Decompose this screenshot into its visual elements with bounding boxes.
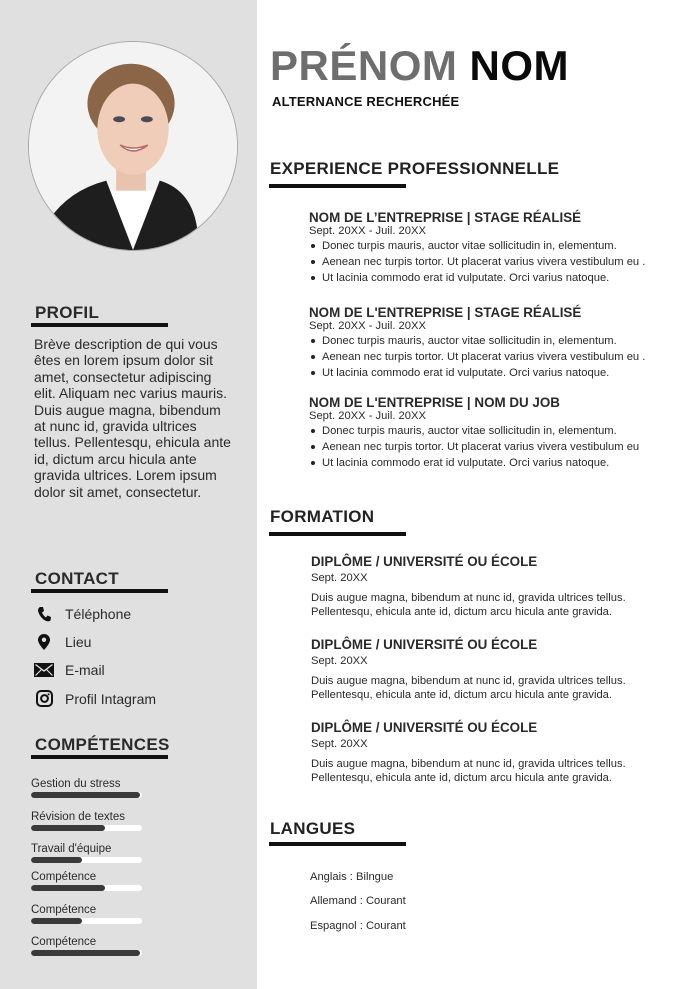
- skill-bar-fill: [31, 885, 105, 891]
- job-date: Sept. 20XX - Juil. 20XX: [309, 225, 426, 237]
- education-description: [311, 674, 691, 702]
- contact-item-location[interactable]: [34, 628, 156, 656]
- languages-heading-rule: [269, 842, 406, 846]
- skill-bar-fill: [31, 857, 82, 863]
- job-bullets: [309, 238, 689, 286]
- skill-bar-track: [31, 792, 142, 798]
- job-bullet: Ut lacinia commodo erat id vulputate. Orci varius natoque.: [309, 455, 689, 471]
- first-name: PRÉNOM: [270, 42, 458, 89]
- job-title: NOM DE L'ENTREPRISE | NOM DU JOB: [309, 395, 560, 410]
- envelope-icon: [34, 661, 54, 679]
- job-entry: [309, 210, 689, 286]
- job-bullet: Donec turpis mauris, auctor vitae sollicitudin in, elementum.: [309, 238, 689, 254]
- education-entry: [311, 637, 691, 702]
- contact-list: [34, 600, 156, 713]
- contact-item-email[interactable]: [34, 656, 156, 684]
- skills-list: [31, 778, 143, 969]
- profile-heading-rule: [31, 323, 168, 327]
- education-title: DIPLÔME / UNIVERSITÉ OU ÉCOLE: [311, 554, 538, 569]
- location-pin-icon: [34, 633, 54, 651]
- skill-label: Compétence: [31, 903, 97, 916]
- contact-phone-label: Téléphone: [65, 606, 132, 623]
- skill-bar-track: [31, 918, 142, 924]
- education-description-line: Duis augue magna, bibendum at nunc id, gravida ultrices tellus.: [311, 592, 626, 604]
- experience-heading: EXPERIENCE PROFESSIONNELLE: [270, 159, 560, 178]
- full-name: [270, 42, 569, 90]
- skill-label: Travail d'équipe: [31, 843, 112, 855]
- job-bullet: Ut lacinia commodo erat id vulputate. Orci varius natoque.: [309, 365, 689, 381]
- skill-bar-fill: [31, 918, 82, 924]
- education-title: DIPLÔME / UNIVERSITÉ OU ÉCOLE: [311, 720, 538, 735]
- contact-item-instagram[interactable]: [34, 685, 156, 713]
- skill-bar-track: [31, 950, 142, 956]
- skill-bar-track: [31, 825, 142, 831]
- last-name: NOM: [469, 42, 570, 89]
- job-date: Sept. 20XX - Juil. 20XX: [309, 320, 426, 332]
- education-entry: [311, 554, 691, 619]
- skill-bar-fill: [31, 825, 105, 831]
- profile-description: Brève description de qui vous êtes en lorem ipsum dolor sit amet, consectetur adipiscing elit. Aliquam nec varius mauris. Duis augue magna, bibendum at nunc id, gravida ultrices tellus. Pellentesqu, ehicula ante id, dictum arcu hicula ante gravida ultrices. Lorem ipsum dolor sit amet, consectetur.: [34, 336, 231, 500]
- education-description-line: Duis augue magna, bibendum at nunc id, gravida ultrices tellus.: [311, 758, 626, 770]
- skill-label: Compétence: [31, 936, 97, 948]
- profile-photo: [28, 41, 238, 251]
- education-heading: FORMATION: [270, 507, 375, 526]
- job-bullet: Aenean nec turpis tortor. Ut placerat varius vivera vestibulum eu .: [309, 349, 689, 365]
- job-entry: [309, 305, 689, 381]
- job-entry: [309, 395, 689, 471]
- skill-bar-fill: [31, 950, 140, 956]
- skill-item: [31, 936, 143, 969]
- contact-heading-rule: [31, 589, 168, 593]
- education-heading-rule: [269, 532, 406, 536]
- contact-item-phone[interactable]: [34, 600, 156, 628]
- contact-email-label: E-mail: [65, 662, 105, 679]
- languages-heading: LANGUES: [270, 819, 356, 838]
- education-description-line: Duis augue magna, bibendum at nunc id, gravida ultrices tellus.: [311, 675, 626, 687]
- contact-location-label: Lieu: [65, 634, 92, 651]
- job-bullets: [309, 423, 689, 471]
- job-bullet: Ut lacinia commodo erat id vulputate. Orci varius natoque.: [309, 270, 689, 286]
- job-bullet: Aenean nec turpis tortor. Ut placerat varius vivera vestibulum eu .: [309, 254, 689, 270]
- language-item: Allemand : Courant: [310, 895, 406, 908]
- instagram-icon: [34, 690, 54, 708]
- skill-item: [31, 871, 143, 904]
- education-description-line: Pellentesqu, ehicula ante id, dictum arcu hicula ante gravida.: [311, 772, 613, 784]
- job-title: NOM DE L'ENTREPRISE | STAGE RÉALISÉ: [309, 305, 582, 320]
- education-description-line: Pellentesqu, ehicula ante id, dictum arcu hicula ante gravida.: [311, 606, 613, 618]
- job-bullets: [309, 333, 689, 381]
- education-description: [311, 757, 691, 785]
- education-date: Sept. 20XX: [311, 738, 368, 750]
- job-bullet: Aenean nec turpis tortor. Ut placerat varius vivera vestibulum eu: [309, 439, 689, 455]
- education-title: DIPLÔME / UNIVERSITÉ OU ÉCOLE: [311, 637, 538, 652]
- skill-item: [31, 778, 143, 811]
- skills-heading: COMPÉTENCES: [35, 735, 170, 754]
- skill-item: [31, 843, 143, 871]
- contact-instagram-label: Profil Intagram: [65, 690, 157, 707]
- education-date: Sept. 20XX: [311, 655, 368, 667]
- skills-heading-rule: [31, 755, 168, 759]
- skill-item: [31, 904, 143, 937]
- job-bullet: Donec turpis mauris, auctor vitae sollicitudin in, elementum.: [309, 423, 689, 439]
- job-title: NOM DE L’ENTREPRISE | STAGE RÉALISÉ: [309, 210, 582, 225]
- languages-list: [310, 869, 406, 942]
- skill-item: [31, 811, 143, 844]
- education-description-line: Pellentesqu, ehicula ante id, dictum arcu hicula ante gravida.: [311, 689, 613, 701]
- skill-bar-track: [31, 885, 142, 891]
- profile-heading: PROFIL: [35, 303, 100, 322]
- job-sought: ALTERNANCE RECHERCHÉE: [272, 94, 460, 109]
- phone-icon: [34, 605, 54, 623]
- job-date: Sept. 20XX - Juil. 20XX: [309, 410, 426, 422]
- skill-bar-fill: [31, 792, 140, 798]
- experience-heading-rule: [269, 184, 406, 188]
- skill-bar-track: [31, 857, 142, 863]
- main-content: [257, 0, 700, 989]
- skill-label: Compétence: [31, 871, 97, 883]
- education-entry: [311, 720, 691, 785]
- sidebar: [0, 0, 257, 989]
- skill-label: Révision de textes: [31, 810, 125, 823]
- education-description: [311, 591, 691, 619]
- education-date: Sept. 20XX: [311, 572, 368, 584]
- language-item: Anglais : Bilngue: [310, 871, 394, 883]
- portrait-illustration: [29, 42, 237, 250]
- contact-heading: CONTACT: [35, 569, 119, 588]
- language-item: Espagnol : Courant: [310, 919, 406, 932]
- job-bullet: Donec turpis mauris, auctor vitae sollicitudin in, elementum.: [309, 333, 689, 349]
- skill-label: Gestion du stress: [31, 778, 121, 790]
